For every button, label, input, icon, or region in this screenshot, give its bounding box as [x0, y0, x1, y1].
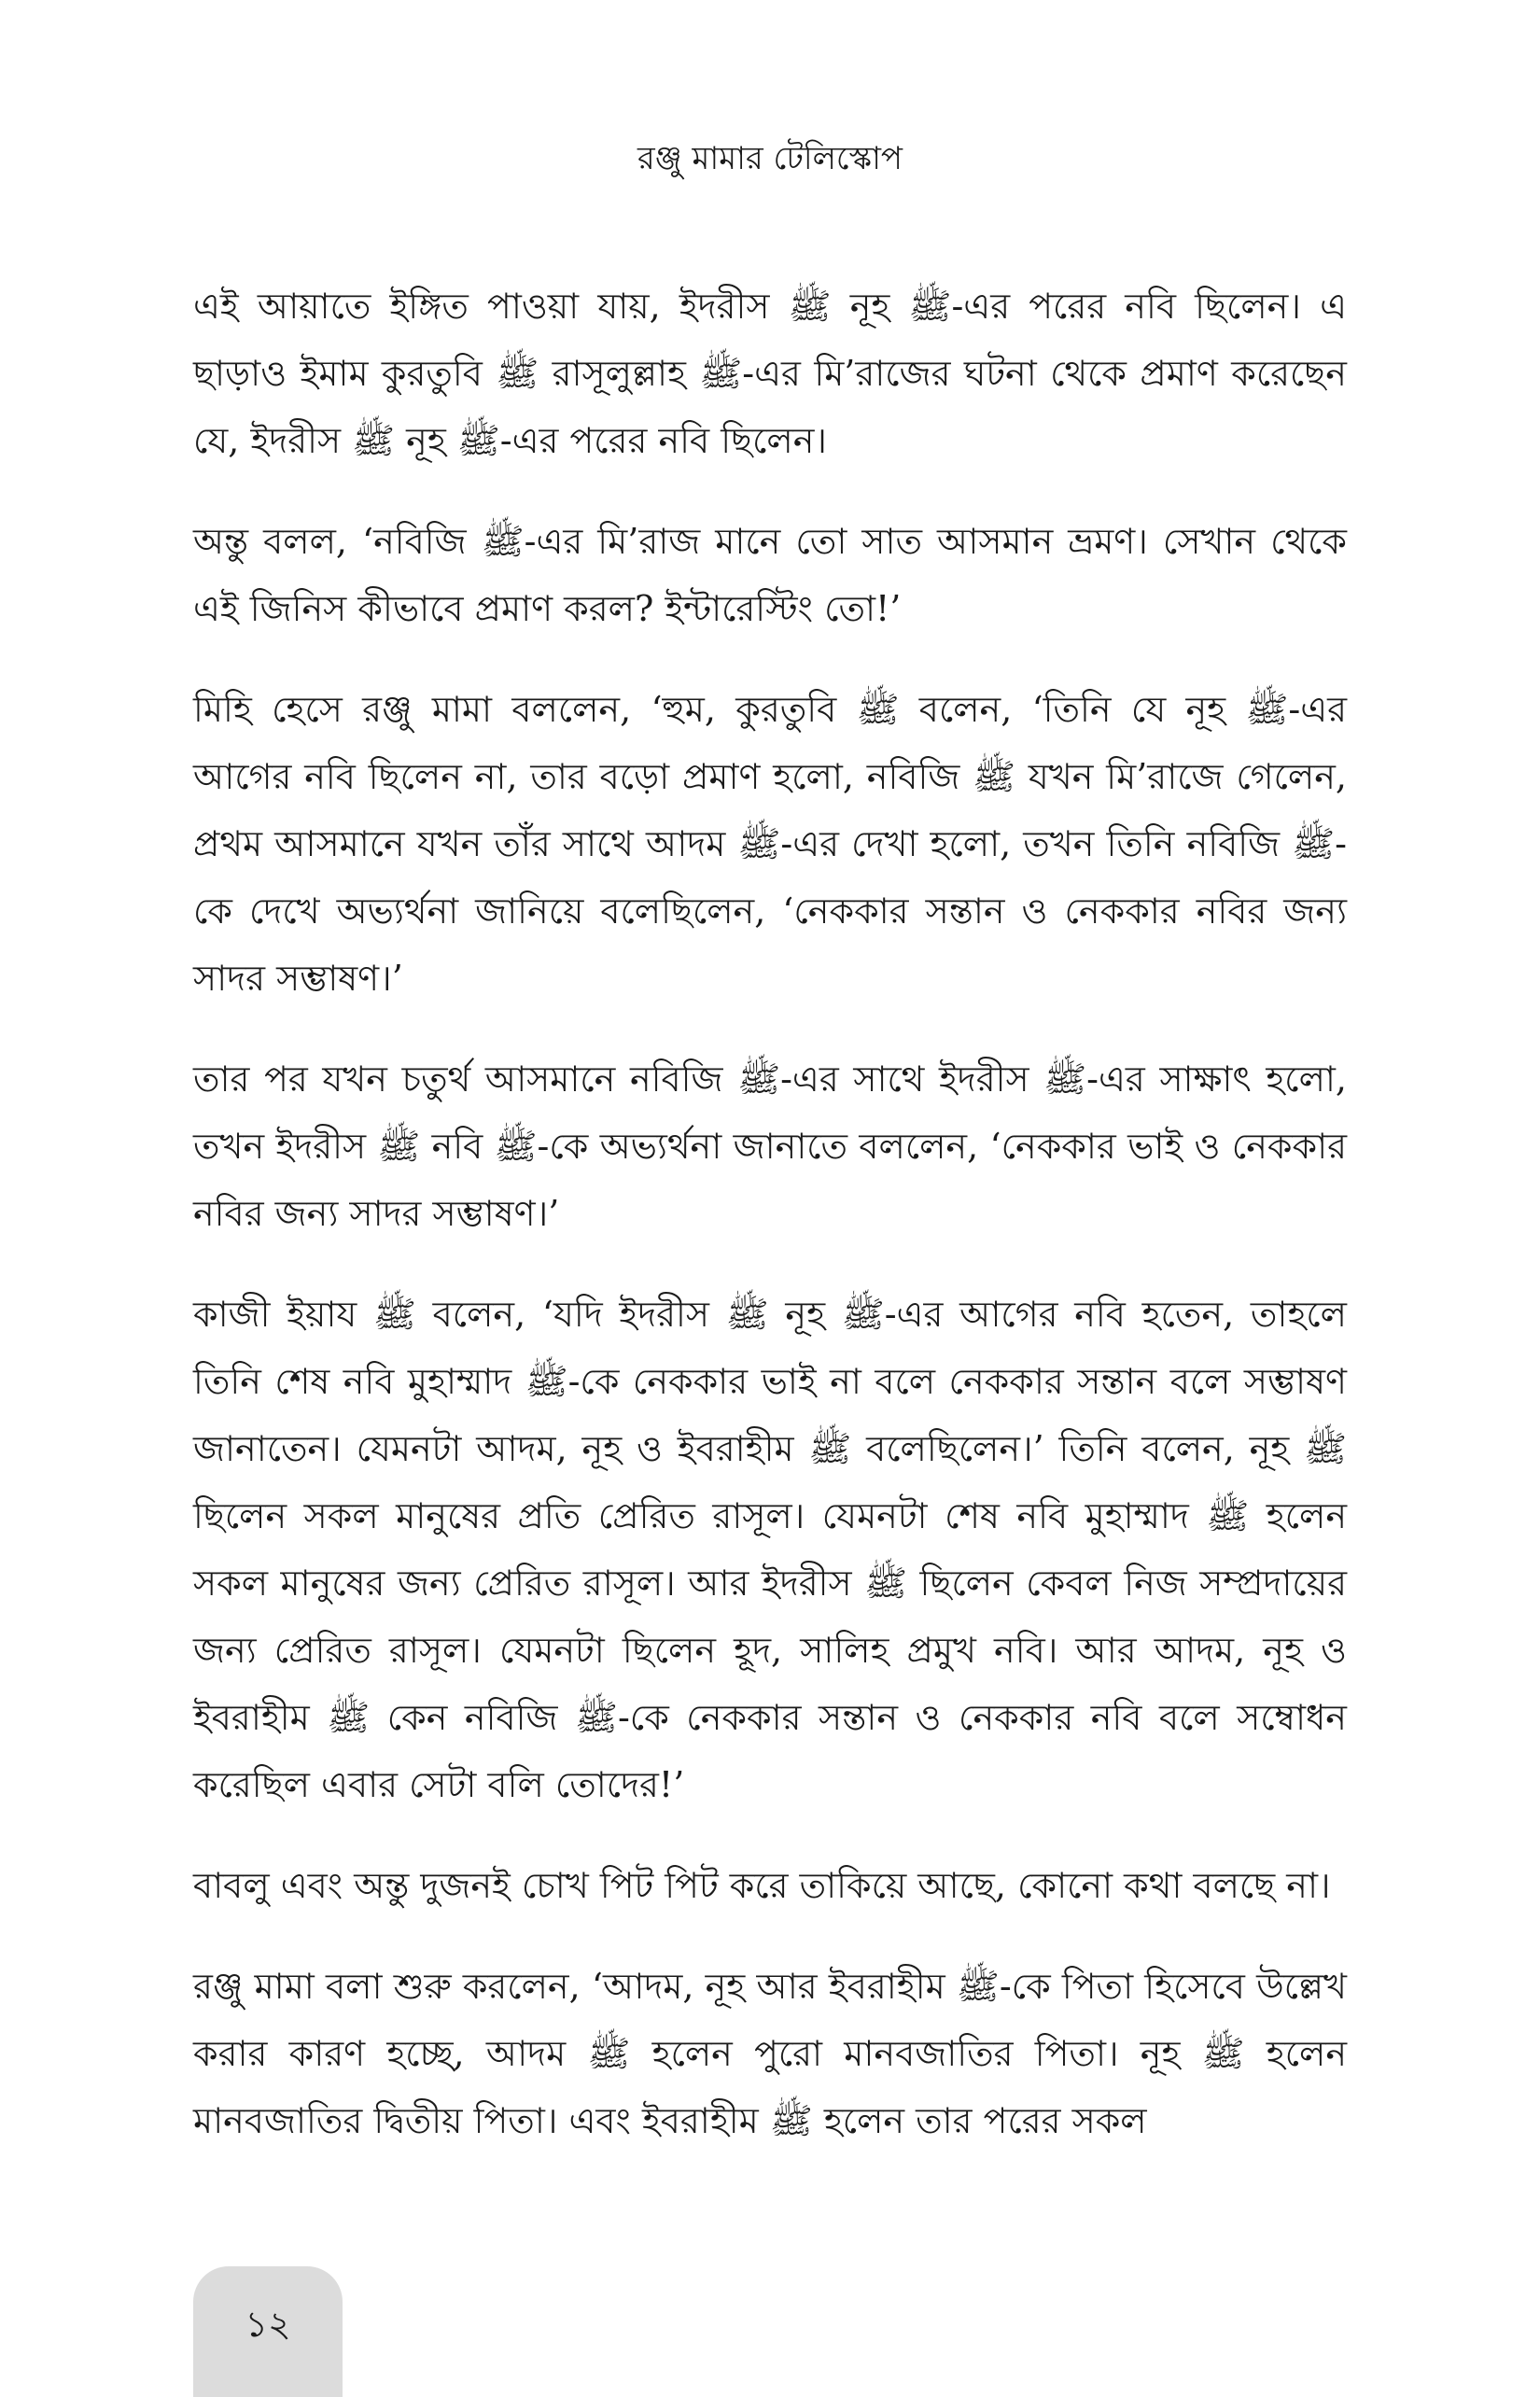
page-number-tab [193, 2266, 343, 2397]
paragraph: মিহি হেসে রঞ্জু মামা বললেন, ‘হুম, কুরতুবি ﷺ বলেন, ‘তিনি যে নূহ ﷺ-এর আগের নবি ছিলেন না, তার বড়ো প্রমাণ হলো, নবিজি ﷺ যখন মি’রাজে গেলেন, প্রথম আসমানে যখন তাঁর সাথে আদম ﷺ-এর দেখা হলো, তখন তিনি নবিজি ﷺ-কে দেখে অভ্যর্থনা জানিয়ে বলেছিলেন, ‘নেককার সন্তান ও নেককার নবির জন্য সাদর সম্ভাষণ।’ [193, 689, 1348, 999]
paragraph: এই আয়াতে ইঙ্গিত পাওয়া যায়, ইদরীস ﷺ নূহ ﷺ-এর পরের নবি ছিলেন। এ ছাড়াও ইমাম কুরতুবি ﷺ রাসূলুল্লাহ ﷺ-এর মি’রাজের ঘটনা থেকে প্রমাণ করেছেন যে, ইদরীস ﷺ নূহ ﷺ-এর পরের নবি ছিলেন। [193, 286, 1347, 461]
paragraph: বাবলু এবং অন্তু দুজনই চোখ পিট পিট করে তাকিয়ে আছে, কোনো কথা বলছে না। [193, 1865, 1331, 1906]
paragraph: অন্তু বলল, ‘নবিজি ﷺ-এর মি’রাজ মানে তো সাত আসমান ভ্রমণ। সেখান থেকে এই জিনিস কীভাবে প্রমাণ করল? ইন্টারেস্টিং তো!’ [193, 521, 1347, 629]
paragraph: কাজী ইয়ায ﷺ বলেন, ‘যদি ইদরীস ﷺ নূহ ﷺ-এর আগের নবি হতেন, তাহলে তিনি শেষ নবি মুহাম্মাদ ﷺ-কে নেককার ভাই না বলে নেককার সন্তান বলে সম্ভাষণ জানাতেন। যেমনটা আদম, নূহ ও ইবরাহীম ﷺ বলেছিলেন।’ তিনি বলেন, নূহ ﷺ ছিলেন সকল মানুষের প্রতি প্রেরিত রাসূল। যেমনটা শেষ নবি মুহাম্মাদ ﷺ হলেন সকল মানুষের জন্য প্রেরিত রাসূল। আর ইদরীস ﷺ ছিলেন কেবল নিজ সম্প্রদায়ের জন্য প্রেরিত রাসূল। যেমনটা ছিলেন হূদ, সালিহ প্রমুখ নবি। আর আদম, নূহ ও ইবরাহীম ﷺ কেন নবিজি ﷺ-কে নেককার সন্তান ও নেককার নবি বলে সম্বোধন করেছিল এবার সেটা বলি তোদের!’ [193, 1294, 1347, 1805]
paragraph: তার পর যখন চতুর্থ আসমানে নবিজি ﷺ-এর সাথে ইদরীস ﷺ-এর সাক্ষাৎ হলো, তখন ইদরীস ﷺ নবি ﷺ-কে অভ্যর্থনা জানাতে বললেন, ‘নেককার ভাই ও নেককার নবির জন্য সাদর সম্ভাষণ।’ [193, 1058, 1347, 1234]
paragraph: রঞ্জু মামা বলা শুরু করলেন, ‘আদম, নূহ আর ইবরাহীম ﷺ-কে পিতা হিসেবে উল্লেখ করার কারণ হচ্ছে, আদম ﷺ হলেন পুরো মানবজাতির পিতা। নূহ ﷺ হলেন মানবজাতির দ্বিতীয় পিতা। এবং ইবরাহীম ﷺ হলেন তার পরের সকল [193, 1966, 1348, 2141]
page-number: ১২ [245, 2304, 291, 2345]
running-header: রঞ্জু মামার টেলিস্কোপ [637, 140, 903, 177]
body-text [193, 273, 1347, 2188]
